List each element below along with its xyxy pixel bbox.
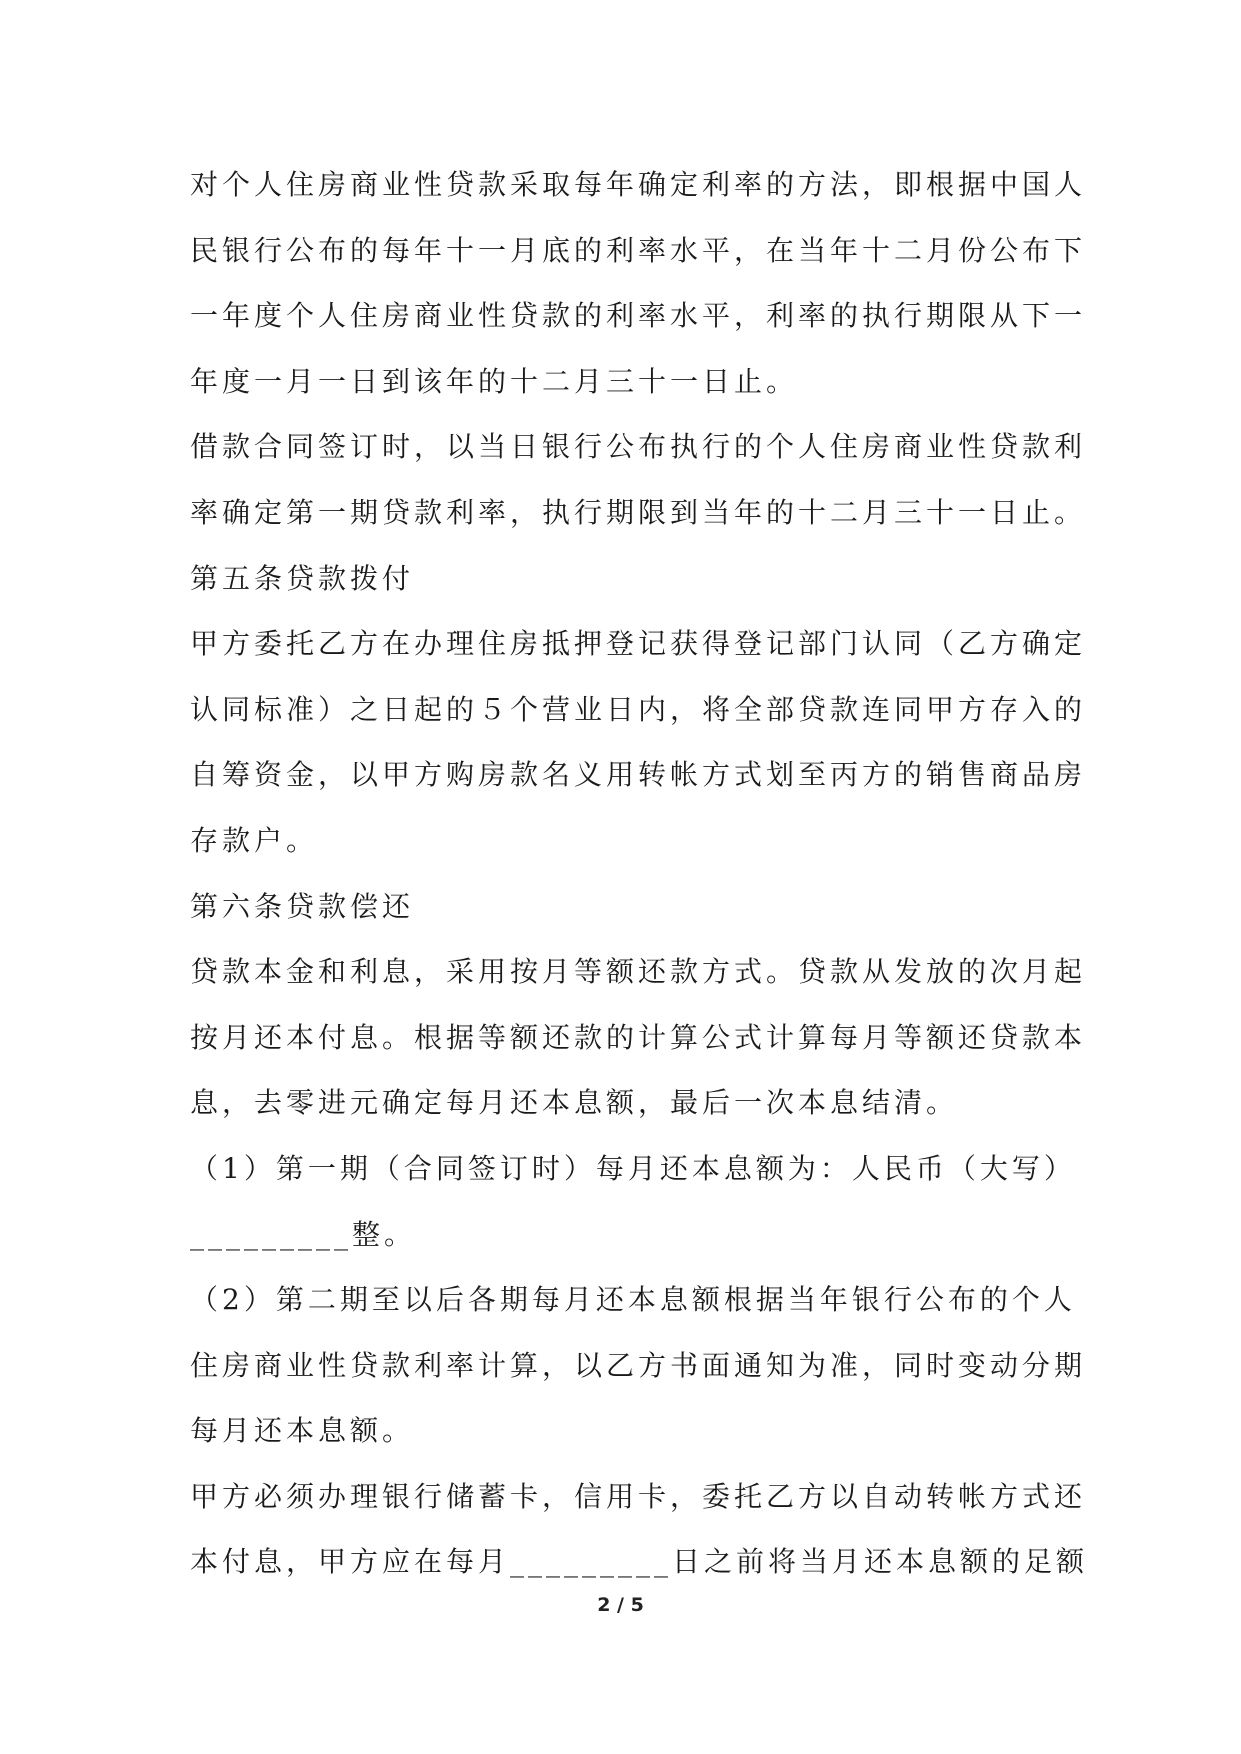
text-line: 对个人住房商业性贷款采取每年确定利率的方法，即根据中国人 (190, 168, 1087, 201)
section-heading: 第六条贷款偿还 (190, 889, 415, 923)
text-line: 年度一月一日到该年的十二月三十一日止。 (190, 364, 799, 398)
text-line: 甲方必须办理银行储蓄卡，信用卡，委托乙方以自动转帐方式还 (190, 1479, 1087, 1513)
text-line: 存款户。 (190, 823, 319, 857)
text-line: 率确定第一期贷款利率，执行期限到当年的十二月三十一日止。 (190, 495, 1087, 529)
text-line: 民银行公布的每年十一月底的利率水平，在当年十二月份公布下 (190, 233, 1087, 267)
text-line: 甲方委托乙方在办理住房抵押登记获得登记部门认同（乙方确定 (190, 627, 1087, 661)
text-line: 借款合同签订时，以当日银行公布执行的个人住房商业性贷款利 (190, 430, 1087, 464)
text-line: 贷款本金和利息，采用按月等额还款方式。贷款从发放的次月起 (190, 955, 1087, 989)
text-line: _________整。 (190, 1217, 417, 1251)
section-heading: 第五条贷款拨付 (190, 561, 415, 595)
text-line: 住房商业性贷款利率计算，以乙方书面通知为准，同时变动分期 (190, 1348, 1087, 1382)
page-number: 2 / 5 (597, 1594, 644, 1616)
text-line: 认同标准）之日起的５个营业日内，将全部贷款连同甲方存入的 (190, 692, 1087, 726)
text-line: 按月还本付息。根据等额还款的计算公式计算每月等额还贷款本 (190, 1020, 1087, 1054)
text-line: （1）第一期（合同签订时）每月还本息额为：人民币（大写） (190, 1151, 1076, 1185)
text-line: 息，去零进元确定每月还本息额，最后一次本息结清。 (190, 1086, 959, 1120)
document-body (190, 152, 1089, 1595)
text-line: 一年度个人住房商业性贷款的利率水平，利率的执行期限从下一 (190, 299, 1087, 333)
text-line: 每月还本息额。 (190, 1414, 415, 1448)
text-line: （2）第二期至以后各期每月还本息额根据当年银行公布的个人 (190, 1283, 1076, 1317)
text-line: 本付息，甲方应在每月_________日之前将当月还本息额的足额 (190, 1545, 1089, 1579)
text-line: 自筹资金，以甲方购房款名义用转帐方式划至丙方的销售商品房 (190, 758, 1087, 792)
